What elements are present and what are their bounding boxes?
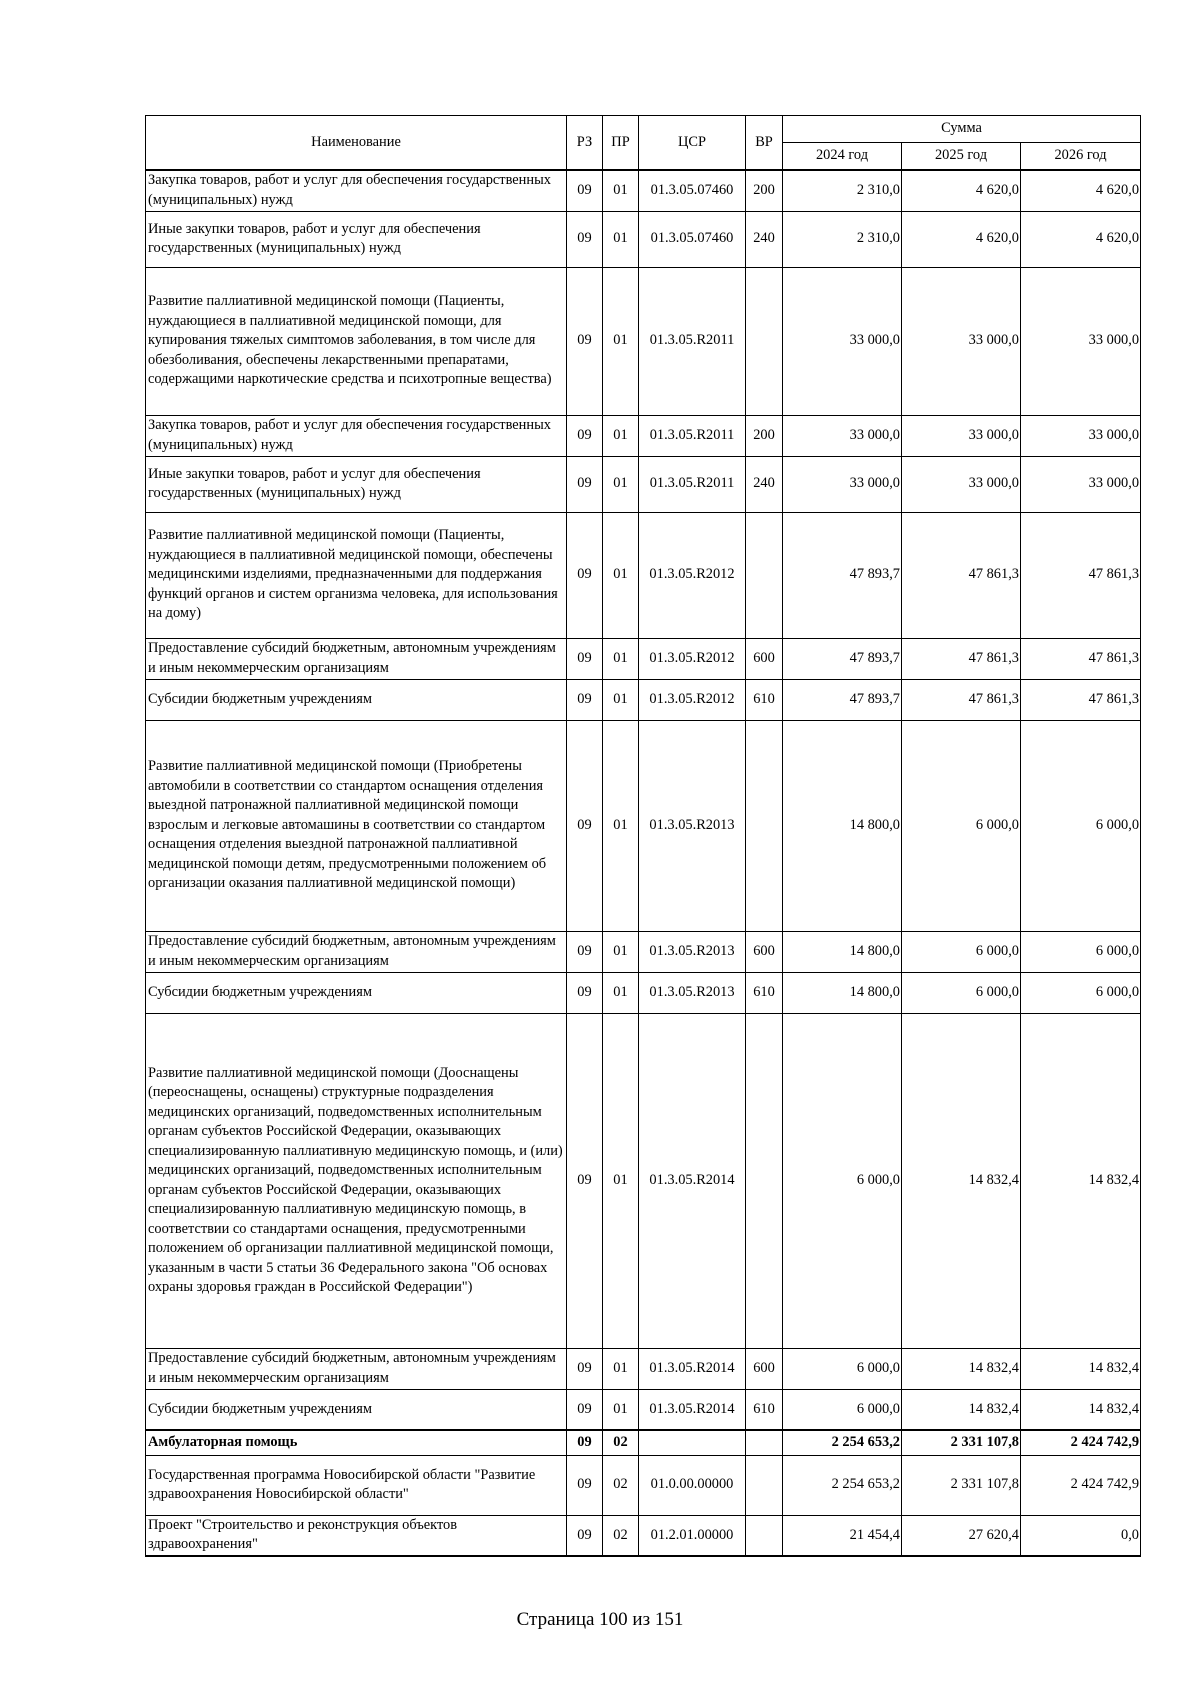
cell-csr: 01.3.05.R2013 <box>639 972 746 1013</box>
cell-2025: 14 832,4 <box>902 1348 1021 1389</box>
cell-csr: 01.3.05.R2011 <box>639 415 746 456</box>
cell-vr: 200 <box>746 415 783 456</box>
cell-rz: 09 <box>567 170 603 211</box>
cell-name: Иные закупки товаров, работ и услуг для обеспечения государственных (муниципальных) нужд <box>146 456 567 512</box>
cell-csr <box>639 1430 746 1455</box>
cell-csr: 01.3.05.R2012 <box>639 638 746 679</box>
cell-rz: 09 <box>567 1455 603 1515</box>
cell-vr: 610 <box>746 1389 783 1430</box>
cell-2025: 33 000,0 <box>902 456 1021 512</box>
cell-2024: 2 254 653,2 <box>783 1455 902 1515</box>
header-year-2026: 2026 год <box>1021 143 1141 171</box>
cell-2026: 14 832,4 <box>1021 1389 1141 1430</box>
cell-name: Субсидии бюджетным учреждениям <box>146 1389 567 1430</box>
cell-vr: 600 <box>746 1348 783 1389</box>
cell-csr: 01.3.05.R2013 <box>639 720 746 931</box>
cell-2024: 14 800,0 <box>783 931 902 972</box>
cell-2024: 47 893,7 <box>783 512 902 638</box>
cell-2026: 4 620,0 <box>1021 170 1141 211</box>
cell-rz: 09 <box>567 1515 603 1556</box>
cell-csr: 01.3.05.R2012 <box>639 512 746 638</box>
cell-csr: 01.3.05.R2014 <box>639 1013 746 1348</box>
cell-pr: 02 <box>603 1430 639 1455</box>
cell-vr <box>746 720 783 931</box>
cell-2025: 4 620,0 <box>902 211 1021 267</box>
cell-2025: 14 832,4 <box>902 1389 1021 1430</box>
cell-name: Предоставление субсидий бюджетным, автономным учреждениям и иным некоммерческим организациям <box>146 1348 567 1389</box>
cell-pr: 01 <box>603 415 639 456</box>
cell-vr: 610 <box>746 972 783 1013</box>
header-year-2024: 2024 год <box>783 143 902 171</box>
cell-csr: 01.3.05.R2014 <box>639 1389 746 1430</box>
cell-rz: 09 <box>567 267 603 415</box>
cell-name: Закупка товаров, работ и услуг для обеспечения государственных (муниципальных) нужд <box>146 415 567 456</box>
cell-2024: 2 310,0 <box>783 170 902 211</box>
table-row <box>146 638 1141 679</box>
table-header <box>146 116 1141 171</box>
cell-pr: 02 <box>603 1515 639 1556</box>
cell-2025: 2 331 107,8 <box>902 1455 1021 1515</box>
table-row <box>146 456 1141 512</box>
cell-rz: 09 <box>567 638 603 679</box>
cell-vr: 240 <box>746 211 783 267</box>
cell-2025: 14 832,4 <box>902 1013 1021 1348</box>
cell-2024: 21 454,4 <box>783 1515 902 1556</box>
cell-csr: 01.3.05.07460 <box>639 170 746 211</box>
cell-rz: 09 <box>567 972 603 1013</box>
cell-name: Закупка товаров, работ и услуг для обеспечения государственных (муниципальных) нужд <box>146 170 567 211</box>
cell-pr: 01 <box>603 456 639 512</box>
cell-name: Государственная программа Новосибирской области "Развитие здравоохранения Новосибирской области" <box>146 1455 567 1515</box>
table-row <box>146 1013 1141 1348</box>
cell-pr: 01 <box>603 972 639 1013</box>
cell-rz: 09 <box>567 456 603 512</box>
cell-2025: 6 000,0 <box>902 972 1021 1013</box>
header-sum: Сумма <box>783 116 1141 143</box>
cell-rz: 09 <box>567 1013 603 1348</box>
table-row <box>146 512 1141 638</box>
cell-pr: 01 <box>603 512 639 638</box>
cell-2026: 0,0 <box>1021 1515 1141 1556</box>
cell-name: Амбулаторная помощь <box>146 1430 567 1455</box>
cell-2024: 14 800,0 <box>783 720 902 931</box>
cell-rz: 09 <box>567 1389 603 1430</box>
table-row <box>146 267 1141 415</box>
table-row <box>146 972 1141 1013</box>
cell-2025: 47 861,3 <box>902 638 1021 679</box>
cell-name: Развитие паллиативной медицинской помощи (Пациенты, нуждающиеся в паллиативной медицинской помощи, для купирования тяжелых симптомов заболевания, в том числе для обезболивания, обеспечены лекарственными препаратами, содержащими наркотические средства и психотропные вещества) <box>146 267 567 415</box>
cell-vr: 200 <box>746 170 783 211</box>
table-row <box>146 415 1141 456</box>
cell-2025: 27 620,4 <box>902 1515 1021 1556</box>
cell-csr: 01.3.05.R2013 <box>639 931 746 972</box>
cell-name: Предоставление субсидий бюджетным, автономным учреждениям и иным некоммерческим организациям <box>146 638 567 679</box>
cell-rz: 09 <box>567 931 603 972</box>
cell-2025: 4 620,0 <box>902 170 1021 211</box>
table-row <box>146 720 1141 931</box>
cell-vr: 240 <box>746 456 783 512</box>
cell-2024: 33 000,0 <box>783 456 902 512</box>
cell-csr: 01.3.05.R2011 <box>639 267 746 415</box>
cell-csr: 01.3.05.R2011 <box>639 456 746 512</box>
table-row <box>146 170 1141 211</box>
cell-rz: 09 <box>567 415 603 456</box>
cell-csr: 01.0.00.00000 <box>639 1455 746 1515</box>
cell-name: Развитие паллиативной медицинской помощи (Приобретены автомобили в соответствии со стандартом оснащения отделения выездной патронажной паллиативной медицинской помощи взрослым и легковые автомашины в соответствии со стандартом оснащения отделения выездной патронажной паллиативной медицинской помощи детям, предусмотренными положением об организации оказания паллиативной медицинской помощи) <box>146 720 567 931</box>
cell-2024: 14 800,0 <box>783 972 902 1013</box>
table-row <box>146 679 1141 720</box>
cell-csr: 01.3.05.R2014 <box>639 1348 746 1389</box>
cell-name: Субсидии бюджетным учреждениям <box>146 679 567 720</box>
cell-2026: 14 832,4 <box>1021 1348 1141 1389</box>
cell-name: Развитие паллиативной медицинской помощи (Дооснащены (переоснащены, оснащены) структурные подразделения медицинских организаций, подведомственных исполнительным органам субъектов Российской Федерации, оказывающих специализированную паллиативную медицинскую помощь, и (или) медицинских организаций, подведомственных исполнительным органам субъектов Российской Федерации, оказывающих специализированную паллиативную медицинскую помощь, в соответствии со стандартами оснащения, предусмотренными положением об организации паллиативной медицинской помощи, указанным в части 5 статьи 36 Федерального закона "Об основах охраны здоровья граждан в Российской Федерации") <box>146 1013 567 1348</box>
table-row <box>146 1430 1141 1455</box>
cell-2024: 2 310,0 <box>783 211 902 267</box>
page-number: Страница 100 из 151 <box>516 1609 684 1630</box>
header-csr: ЦСР <box>639 116 746 171</box>
cell-name: Иные закупки товаров, работ и услуг для обеспечения государственных (муниципальных) нужд <box>146 211 567 267</box>
header-name: Наименование <box>146 116 567 171</box>
cell-vr: 610 <box>746 679 783 720</box>
header-pr: ПР <box>603 116 639 171</box>
cell-2025: 33 000,0 <box>902 267 1021 415</box>
cell-2025: 47 861,3 <box>902 512 1021 638</box>
cell-name: Развитие паллиативной медицинской помощи (Пациенты, нуждающиеся в паллиативной медицинской помощи, обеспечены медицинскими изделиями, предназначенными для поддержания функций органов и систем организма человека, для использования на дому) <box>146 512 567 638</box>
cell-pr: 01 <box>603 1013 639 1348</box>
header-year-2025: 2025 год <box>902 143 1021 171</box>
cell-pr: 01 <box>603 638 639 679</box>
cell-2024: 47 893,7 <box>783 638 902 679</box>
header-vr: ВР <box>746 116 783 171</box>
cell-2024: 6 000,0 <box>783 1389 902 1430</box>
cell-2026: 47 861,3 <box>1021 512 1141 638</box>
cell-vr <box>746 1430 783 1455</box>
cell-pr: 01 <box>603 1389 639 1430</box>
cell-2024: 6 000,0 <box>783 1013 902 1348</box>
cell-2025: 2 331 107,8 <box>902 1430 1021 1455</box>
table-body <box>146 170 1141 1556</box>
budget-table <box>145 115 1141 1557</box>
cell-vr <box>746 1515 783 1556</box>
cell-2025: 6 000,0 <box>902 720 1021 931</box>
cell-csr: 01.2.01.00000 <box>639 1515 746 1556</box>
cell-2024: 33 000,0 <box>783 415 902 456</box>
cell-2025: 47 861,3 <box>902 679 1021 720</box>
cell-2026: 47 861,3 <box>1021 638 1141 679</box>
cell-rz: 09 <box>567 1430 603 1455</box>
cell-pr: 01 <box>603 931 639 972</box>
cell-2024: 33 000,0 <box>783 267 902 415</box>
cell-pr: 01 <box>603 267 639 415</box>
header-rz: РЗ <box>567 116 603 171</box>
cell-pr: 02 <box>603 1455 639 1515</box>
cell-vr: 600 <box>746 931 783 972</box>
cell-2026: 2 424 742,9 <box>1021 1455 1141 1515</box>
cell-2026: 2 424 742,9 <box>1021 1430 1141 1455</box>
cell-pr: 01 <box>603 170 639 211</box>
cell-rz: 09 <box>567 1348 603 1389</box>
cell-name: Проект "Строительство и реконструкция объектов здравоохранения" <box>146 1515 567 1556</box>
table-row <box>146 211 1141 267</box>
cell-vr <box>746 1013 783 1348</box>
cell-rz: 09 <box>567 512 603 638</box>
cell-pr: 01 <box>603 679 639 720</box>
cell-rz: 09 <box>567 679 603 720</box>
cell-vr <box>746 1455 783 1515</box>
cell-pr: 01 <box>603 1348 639 1389</box>
cell-2026: 33 000,0 <box>1021 415 1141 456</box>
cell-2026: 14 832,4 <box>1021 1013 1141 1348</box>
cell-csr: 01.3.05.R2012 <box>639 679 746 720</box>
cell-2024: 47 893,7 <box>783 679 902 720</box>
cell-csr: 01.3.05.07460 <box>639 211 746 267</box>
cell-2025: 33 000,0 <box>902 415 1021 456</box>
cell-vr: 600 <box>746 638 783 679</box>
table-row <box>146 1455 1141 1515</box>
cell-2026: 33 000,0 <box>1021 456 1141 512</box>
cell-name: Субсидии бюджетным учреждениям <box>146 972 567 1013</box>
cell-rz: 09 <box>567 720 603 931</box>
cell-vr <box>746 267 783 415</box>
table-row <box>146 1515 1141 1556</box>
cell-2026: 47 861,3 <box>1021 679 1141 720</box>
cell-2026: 33 000,0 <box>1021 267 1141 415</box>
table-row <box>146 1389 1141 1430</box>
cell-2026: 4 620,0 <box>1021 211 1141 267</box>
cell-pr: 01 <box>603 211 639 267</box>
table-row <box>146 1348 1141 1389</box>
cell-2025: 6 000,0 <box>902 931 1021 972</box>
table-row <box>146 931 1141 972</box>
cell-name: Предоставление субсидий бюджетным, автономным учреждениям и иным некоммерческим организациям <box>146 931 567 972</box>
cell-2026: 6 000,0 <box>1021 931 1141 972</box>
cell-vr <box>746 512 783 638</box>
cell-2024: 6 000,0 <box>783 1348 902 1389</box>
cell-2026: 6 000,0 <box>1021 972 1141 1013</box>
cell-pr: 01 <box>603 720 639 931</box>
cell-2024: 2 254 653,2 <box>783 1430 902 1455</box>
cell-2026: 6 000,0 <box>1021 720 1141 931</box>
cell-rz: 09 <box>567 211 603 267</box>
